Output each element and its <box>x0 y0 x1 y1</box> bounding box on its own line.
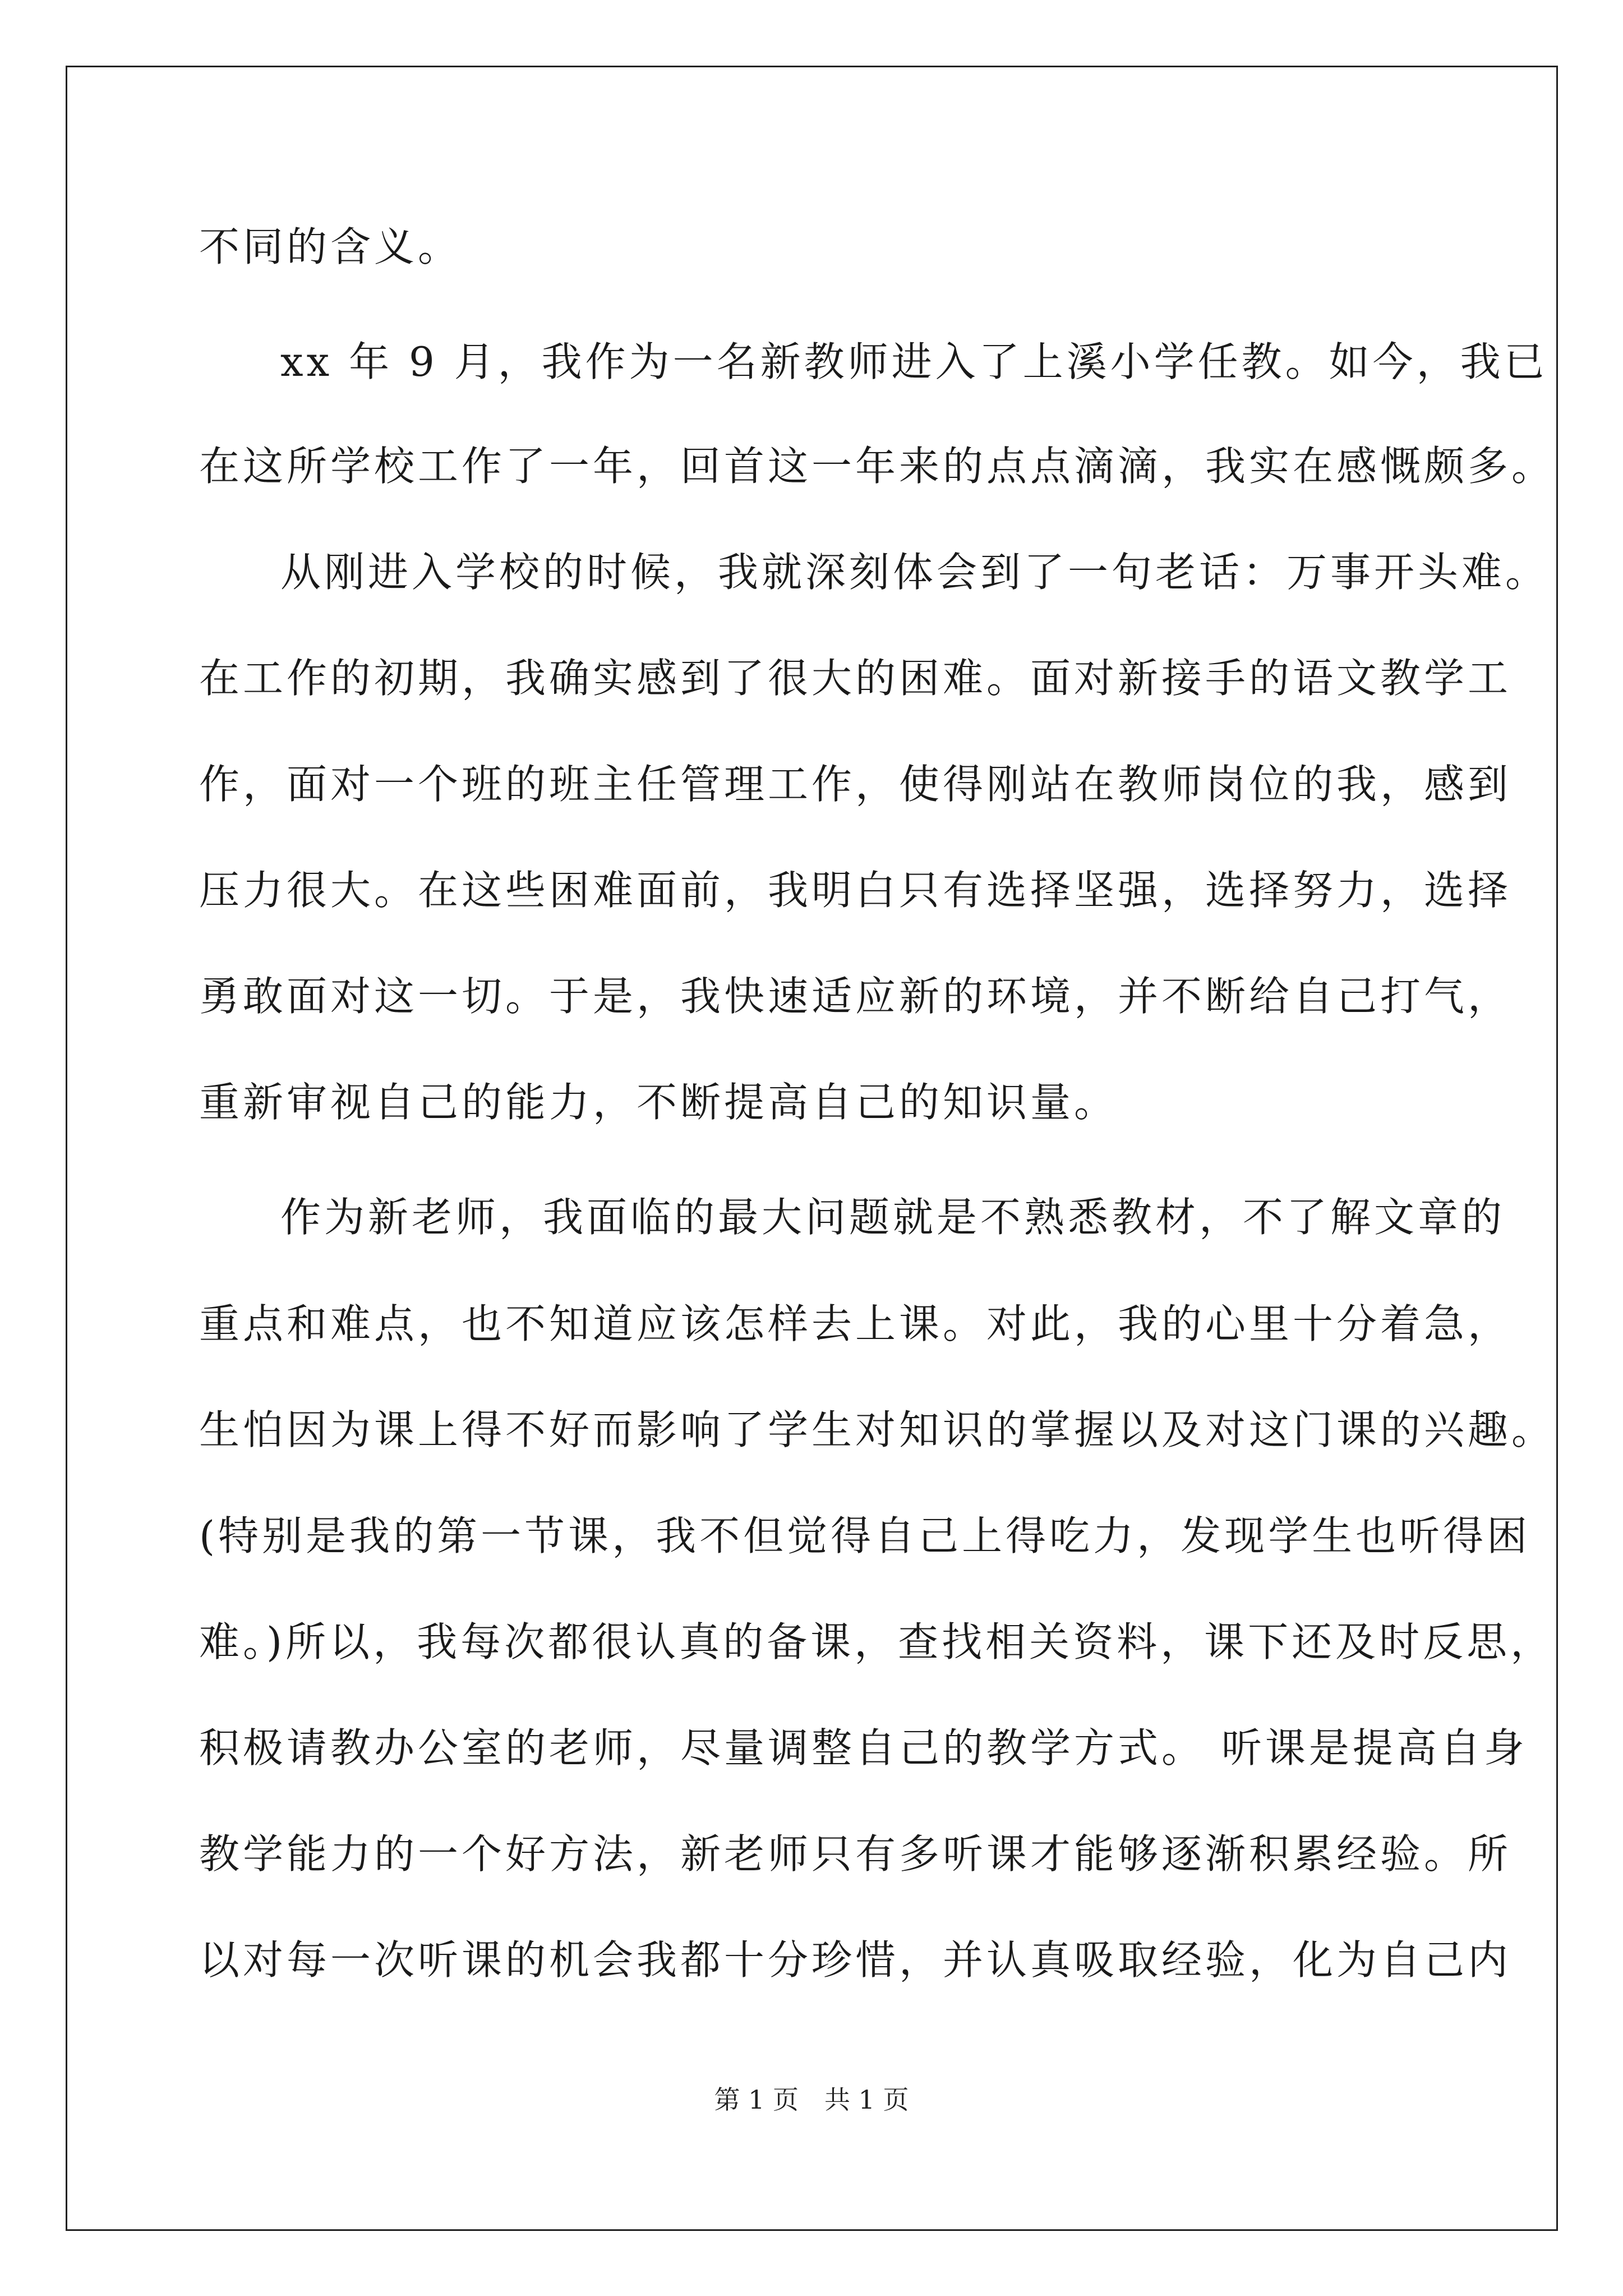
text-line: 作为新老师，我面临的最大问题就是不熟悉教材，不了解文章的 <box>280 1194 1506 1241</box>
text-line: 从刚进入学校的时候，我就深刻体会到了一句老话：万事开头难。 <box>280 549 1550 596</box>
text-line: 不同的含义。 <box>199 223 462 270</box>
text-line: 生怕因为课上得不好而影响了学生对知识的掌握以及对这门课的兴趣。 <box>199 1406 1556 1453</box>
text-line: 勇敢面对这一切。于是，我快速适应新的环境，并不断给自己打气， <box>199 973 1512 1020</box>
text-line: 在这所学校工作了一年，回首这一年来的点点滴滴，我实在感慨颇多。 <box>199 443 1556 490</box>
text-line: 以对每一次听课的机会我都十分珍惜，并认真吸取经验，化为自己内 <box>199 1936 1512 1984</box>
text-line: (特别是我的第一节课，我不但觉得自己上得吃力，发现学生也听得困 <box>199 1512 1531 1559</box>
page-border <box>66 66 1558 2231</box>
text-line: 重新审视自己的能力，不断提高自己的知识量。 <box>199 1079 1118 1126</box>
text-line: 难。)所以，我每次都很认真的备课，查找相关资料，课下还及时反思， <box>199 1618 1555 1665</box>
text-line: 重点和难点，也不知道应该怎样去上课。对此，我的心里十分着急， <box>199 1300 1512 1347</box>
text-line: 教学能力的一个好方法，新老师只有多听课才能够逐渐积累经验。所 <box>199 1830 1512 1878</box>
text-line: 压力很大。在这些困难面前，我明白只有选择坚强，选择努力，选择 <box>199 867 1512 914</box>
text-line: 积极请教办公室的老师，尽量调整自己的教学方式。 听课是提高自身 <box>199 1724 1528 1772</box>
page-footer: 第 1 页 共 1 页 <box>714 2085 909 2115</box>
text-line: 在工作的初期，我确实感到了很大的困难。面对新接手的语文教学工 <box>199 655 1512 702</box>
text-line: xx 年 9 月，我作为一名新教师进入了上溪小学任教。如今，我已 <box>280 338 1548 385</box>
text-line: 作，面对一个班的班主任管理工作，使得刚站在教师岗位的我，感到 <box>199 761 1512 808</box>
